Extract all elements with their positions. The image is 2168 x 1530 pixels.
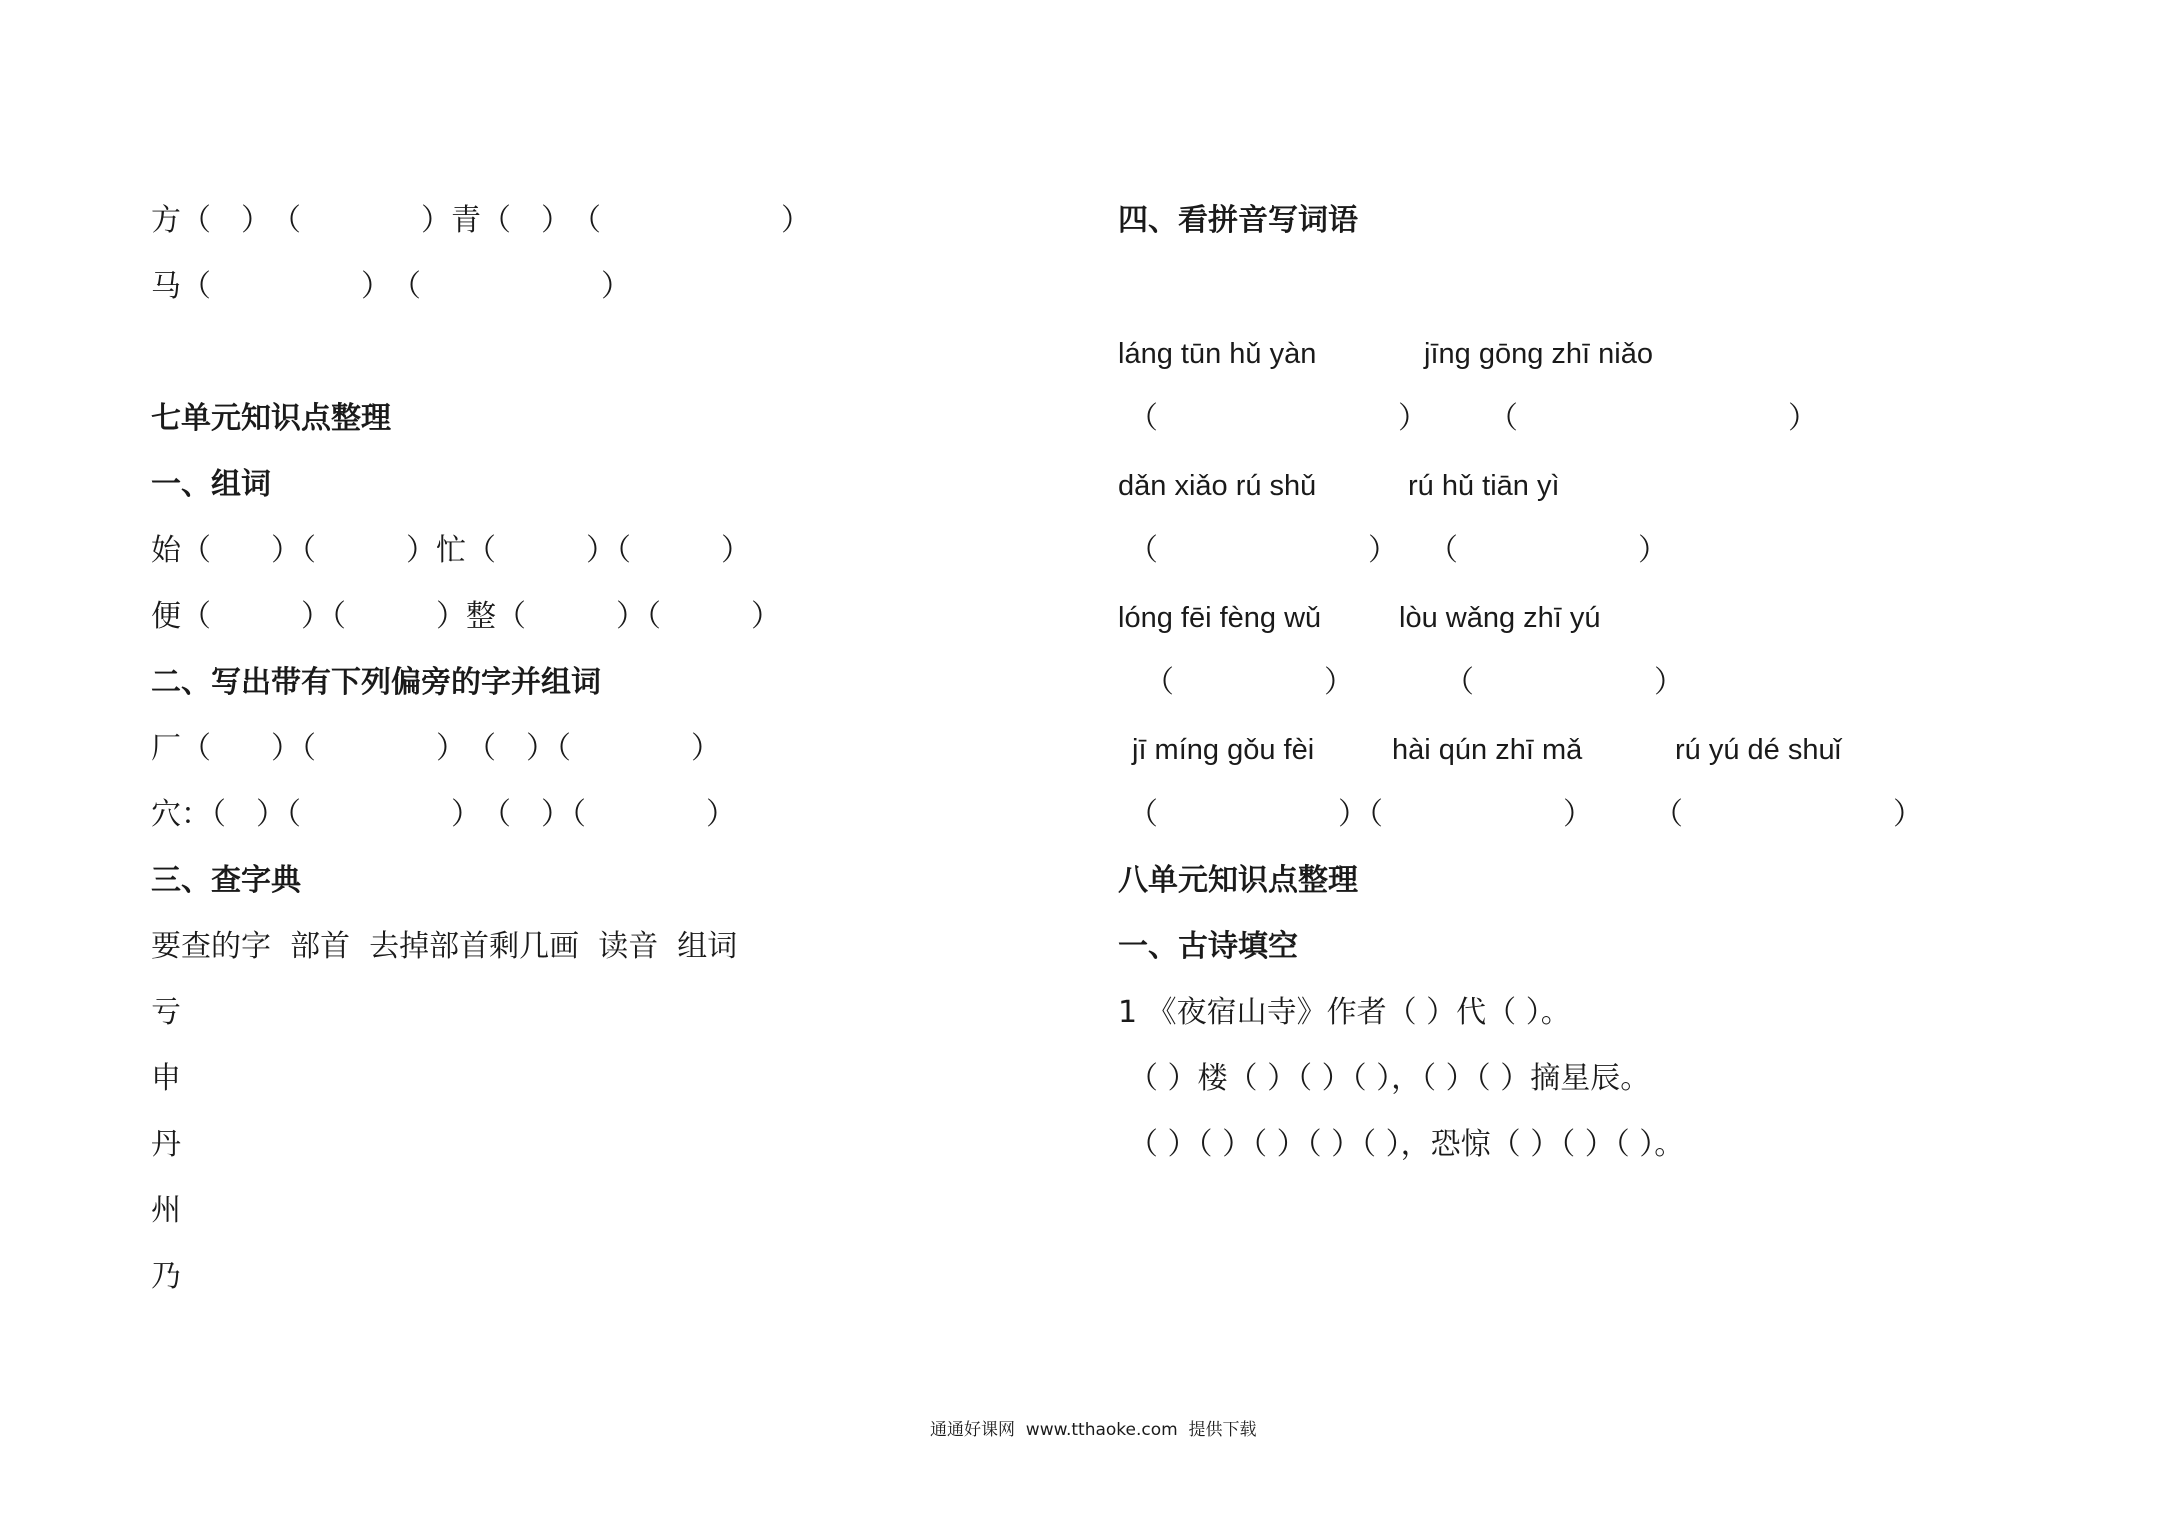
section3-char-2: 申	[151, 1061, 181, 1096]
pinyin-4-3: rú yú dé shuǐ	[1675, 734, 1842, 766]
poem-line-1: 1 《夜宿山寺》作者（ ）代（ ）。	[1118, 995, 1571, 1030]
pinyin-4-2: hài qún zhī mǎ	[1392, 734, 1583, 766]
section1-row-2: 便（ ）（ ）整（ ）（ ）	[151, 599, 781, 634]
poem-line-3: （ ）（ ）（ ）（ ）（ ），恐惊（ ）（ ）（ ）。	[1128, 1127, 1685, 1162]
section2-row-1: 厂（ ）（ ） （ ）（ ）	[151, 731, 721, 766]
pinyin-4-1: jī míng gǒu fèi	[1132, 734, 1315, 766]
section1-row-1: 始（ ）（ ）忙（ ）（ ）	[151, 533, 751, 568]
section2-row-2: 穴：（ ）（ ） （ ）（ ）	[151, 797, 736, 832]
pinyin-blanks-4: （ ）（ ） （ ）	[1128, 797, 1923, 832]
section3-header: 要查的字 部首 去掉部首剩几画 读音 组词	[151, 929, 738, 964]
section3-char-5: 乃	[151, 1259, 181, 1294]
poem-section-title: 一、古诗填空	[1118, 929, 1298, 964]
section3-char-4: 州	[151, 1193, 181, 1228]
unit8-title: 八单元知识点整理	[1118, 863, 1358, 898]
footer-source: 通通好课网 www.tthaoke.com 提供下载	[930, 1420, 1257, 1440]
pinyin-2-1: dǎn xiǎo rú shǔ	[1118, 470, 1317, 502]
left-top-row-2: 马（ ） （ ）	[151, 269, 631, 304]
pinyin-1-1: láng tūn hǔ yàn	[1118, 338, 1317, 370]
section3-char-1: 亏	[151, 995, 181, 1030]
pinyin-blanks-3: （ ） （ ）	[1144, 665, 1684, 700]
pinyin-2-2: rú hǔ tiān yì	[1408, 470, 1560, 502]
left-top-row-1: 方（ ） （ ）青（ ） （ ）	[151, 203, 811, 238]
pinyin-blanks-1: （ ） （ ）	[1128, 401, 1818, 436]
pinyin-3-2: lòu wǎng zhī yú	[1399, 602, 1601, 634]
section2-title: 二、写出带有下列偏旁的字并组词	[151, 665, 601, 700]
unit7-title: 七单元知识点整理	[151, 401, 391, 436]
pinyin-3-1: lóng fēi fèng wǔ	[1118, 602, 1322, 634]
poem-line-2: （ ）楼（ ）（ ）（ ），（ ）（ ）摘星辰。	[1128, 1061, 1651, 1096]
section3-char-3: 丹	[151, 1127, 181, 1162]
pinyin-blanks-2: （ ） （ ）	[1128, 533, 1668, 568]
section3-title: 三、查字典	[151, 863, 301, 898]
pinyin-1-2: jīng gōng zhī niǎo	[1424, 338, 1653, 370]
section4-title: 四、看拼音写词语	[1118, 203, 1358, 238]
section1-title: 一、组词	[151, 467, 271, 502]
